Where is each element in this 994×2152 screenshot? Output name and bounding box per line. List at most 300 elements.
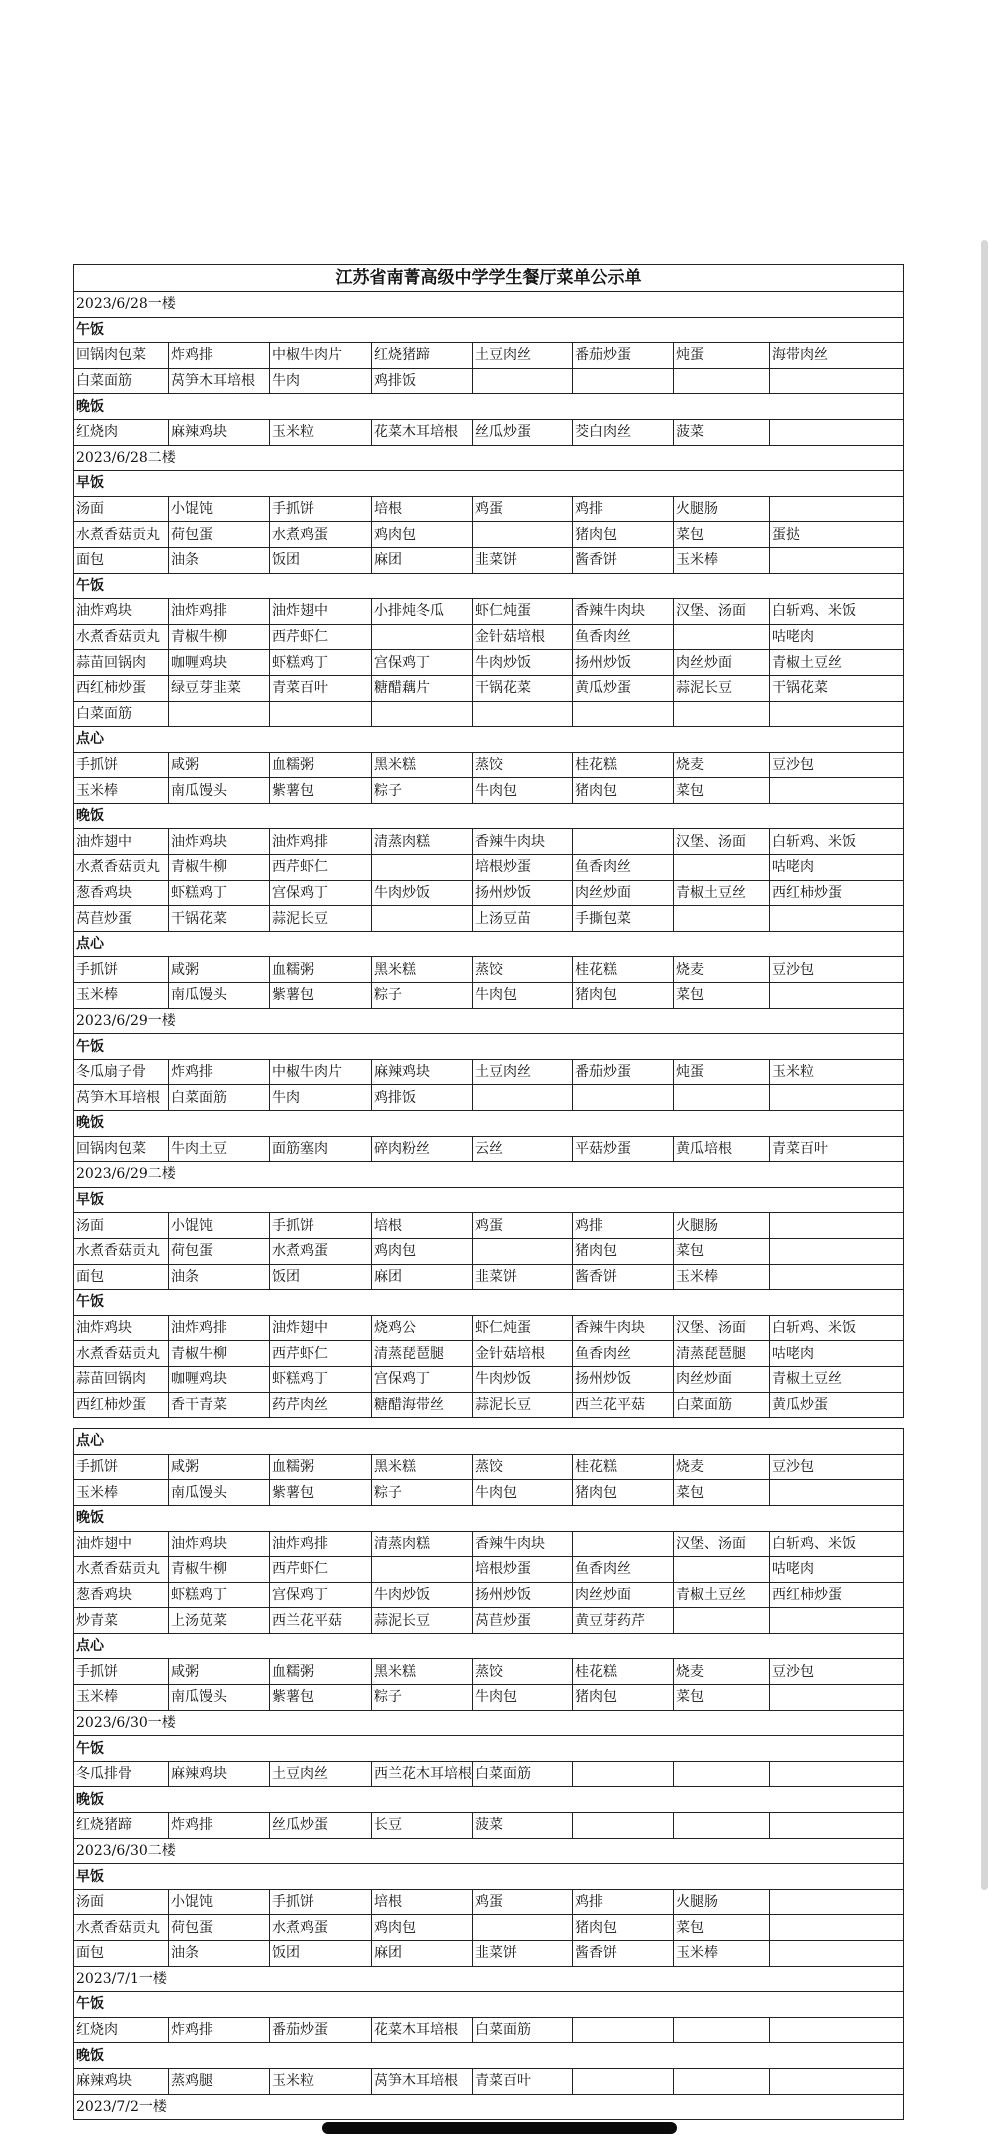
dish-cell: 水煮香菇贡丸 — [74, 522, 169, 548]
dish-cell: 炸鸡排 — [169, 343, 270, 369]
date-location-header: 2023/6/29二楼 — [74, 1162, 904, 1188]
dish-cell: 豆沙包 — [770, 1659, 904, 1685]
dish-cell: 培根 — [372, 1889, 473, 1915]
dish-cell: 金针菇培根 — [473, 624, 573, 650]
dish-cell — [770, 1761, 904, 1787]
menu-row — [74, 496, 904, 522]
dish-cell: 牛肉土豆 — [169, 1136, 270, 1162]
dish-cell: 香辣牛肉块 — [473, 1531, 573, 1557]
dish-cell: 鸡排 — [573, 1213, 674, 1239]
dish-cell: 手抓饼 — [74, 1659, 169, 1685]
menu-row — [74, 1557, 904, 1583]
dish-cell: 炖蛋 — [674, 1059, 770, 1085]
dish-cell: 菜包 — [674, 1480, 770, 1506]
dish-cell: 油炸鸡排 — [169, 599, 270, 625]
dish-cell: 油条 — [169, 547, 270, 573]
dish-cell — [770, 906, 904, 932]
dish-cell — [674, 368, 770, 394]
dish-cell: 番茄炒蛋 — [573, 343, 674, 369]
dish-cell: 清蒸琵琶腿 — [674, 1341, 770, 1367]
dish-cell: 炸鸡排 — [169, 2017, 270, 2043]
dish-cell: 青椒牛柳 — [169, 624, 270, 650]
dish-cell: 青椒牛柳 — [169, 1341, 270, 1367]
menu-row — [74, 1341, 904, 1367]
dish-cell: 南瓜馒头 — [169, 1685, 270, 1711]
dish-cell: 汤面 — [74, 1889, 169, 1915]
dish-cell: 粽子 — [372, 1480, 473, 1506]
dish-cell: 鸡蛋 — [473, 496, 573, 522]
menu-row — [74, 1454, 904, 1480]
dish-cell: 蒸饺 — [473, 1659, 573, 1685]
dish-cell: 豆沙包 — [770, 752, 904, 778]
dish-cell: 青椒牛柳 — [169, 855, 270, 881]
dish-cell: 油条 — [169, 1941, 270, 1967]
dish-cell: 火腿肠 — [674, 496, 770, 522]
dish-cell: 蒜泥长豆 — [270, 906, 372, 932]
dish-cell: 水煮香菇贡丸 — [74, 855, 169, 881]
meal-type-header: 点心 — [74, 727, 904, 753]
dish-cell: 菜包 — [674, 1685, 770, 1711]
dish-cell: 扬州炒饭 — [573, 1366, 674, 1392]
dish-cell — [770, 368, 904, 394]
dish-cell: 牛肉炒饭 — [372, 880, 473, 906]
dish-cell: 麻团 — [372, 547, 473, 573]
menu-row — [74, 1392, 904, 1418]
menu-row — [74, 829, 904, 855]
dish-cell: 虾仁炖蛋 — [473, 599, 573, 625]
dish-cell: 西芹虾仁 — [270, 1341, 372, 1367]
dish-cell: 宫保鸡丁 — [372, 650, 473, 676]
dish-cell — [573, 701, 674, 727]
dish-cell: 紫薯包 — [270, 1480, 372, 1506]
dish-cell — [770, 1238, 904, 1264]
dish-cell: 桂花糕 — [573, 957, 674, 983]
dish-cell: 香辣牛肉块 — [473, 829, 573, 855]
dish-cell: 蒜泥长豆 — [674, 675, 770, 701]
dish-cell — [573, 1085, 674, 1111]
meal-row — [74, 1864, 904, 1890]
dish-cell: 干锅花菜 — [169, 906, 270, 932]
dish-cell: 黑米糕 — [372, 1454, 473, 1480]
dish-cell: 蒜苗回锅肉 — [74, 650, 169, 676]
dish-cell: 豆沙包 — [770, 957, 904, 983]
menu-row — [74, 1531, 904, 1557]
dish-cell: 长豆 — [372, 1813, 473, 1839]
dish-cell: 手撕包菜 — [573, 906, 674, 932]
dish-cell: 白斩鸡、米饭 — [770, 599, 904, 625]
dish-cell: 油炸鸡块 — [169, 1531, 270, 1557]
dish-cell: 炸鸡排 — [169, 1059, 270, 1085]
dish-cell: 饭团 — [270, 1264, 372, 1290]
dish-cell: 鸡排饭 — [372, 1085, 473, 1111]
dish-cell: 玉米棒 — [674, 1264, 770, 1290]
date-row — [74, 1838, 904, 1864]
dish-cell: 咸粥 — [169, 752, 270, 778]
meal-row — [74, 471, 904, 497]
meal-row — [74, 803, 904, 829]
dish-cell: 烧鸡公 — [372, 1315, 473, 1341]
dish-cell: 玉米棒 — [74, 778, 169, 804]
dish-cell: 血糯粥 — [270, 957, 372, 983]
dish-cell: 豆沙包 — [770, 1454, 904, 1480]
dish-cell: 手抓饼 — [270, 1213, 372, 1239]
meal-row — [74, 573, 904, 599]
meal-row — [74, 2043, 904, 2069]
dish-cell: 糖醋海带丝 — [372, 1392, 473, 1418]
dish-cell: 青椒土豆丝 — [674, 1582, 770, 1608]
menu-row — [74, 701, 904, 727]
dish-cell: 牛肉包 — [473, 983, 573, 1009]
meal-row — [74, 1505, 904, 1531]
date-location-header: 2023/6/30二楼 — [74, 1838, 904, 1864]
meal-row — [74, 727, 904, 753]
dish-cell: 碎肉粉丝 — [372, 1136, 473, 1162]
dish-cell: 蒜泥长豆 — [372, 1608, 473, 1634]
dish-cell: 菜包 — [674, 522, 770, 548]
dish-cell: 油炸翅中 — [270, 599, 372, 625]
dish-cell: 鱼香肉丝 — [573, 1557, 674, 1583]
meal-row — [74, 394, 904, 420]
dish-cell: 牛肉包 — [473, 1685, 573, 1711]
dish-cell: 白菜面筋 — [74, 701, 169, 727]
meal-row — [74, 1034, 904, 1060]
dish-cell: 手抓饼 — [74, 752, 169, 778]
dish-cell: 咸粥 — [169, 957, 270, 983]
dish-cell — [770, 1213, 904, 1239]
menu-row — [74, 1264, 904, 1290]
dish-cell: 虾糕鸡丁 — [169, 880, 270, 906]
dish-cell: 清蒸肉糕 — [372, 1531, 473, 1557]
dish-cell: 咖喱鸡块 — [169, 650, 270, 676]
dish-cell: 西芹虾仁 — [270, 1557, 372, 1583]
dish-cell: 蒜苗回锅肉 — [74, 1366, 169, 1392]
dish-cell — [674, 855, 770, 881]
meal-type-header: 早饭 — [74, 1187, 904, 1213]
dish-cell: 糖醋藕片 — [372, 675, 473, 701]
dish-cell: 培根炒蛋 — [473, 1557, 573, 1583]
dish-cell: 玉米粒 — [770, 1059, 904, 1085]
menu-row — [74, 1915, 904, 1941]
dish-cell: 红烧猪蹄 — [372, 343, 473, 369]
meal-type-header: 午饭 — [74, 317, 904, 343]
dish-cell: 青椒牛柳 — [169, 1557, 270, 1583]
dish-cell: 烧麦 — [674, 957, 770, 983]
dish-cell: 汉堡、汤面 — [674, 599, 770, 625]
dish-cell: 紫薯包 — [270, 1685, 372, 1711]
dish-cell: 牛肉炒饭 — [473, 1366, 573, 1392]
dish-cell — [770, 701, 904, 727]
meal-row — [74, 1633, 904, 1659]
dish-cell: 粽子 — [372, 983, 473, 1009]
menu-table — [73, 264, 904, 2120]
dish-cell: 手抓饼 — [74, 1454, 169, 1480]
dish-cell: 宫保鸡丁 — [270, 1582, 372, 1608]
dish-cell — [770, 1480, 904, 1506]
dish-cell — [770, 983, 904, 1009]
dish-cell: 麻辣鸡块 — [74, 2068, 169, 2094]
dish-cell: 土豆肉丝 — [473, 1059, 573, 1085]
dish-cell: 扬州炒饭 — [473, 1582, 573, 1608]
dish-cell: 花菜木耳培根 — [372, 2017, 473, 2043]
dish-cell — [372, 701, 473, 727]
dish-cell: 咖喱鸡块 — [169, 1366, 270, 1392]
dish-cell: 香干青菜 — [169, 1392, 270, 1418]
dish-cell — [674, 2068, 770, 2094]
dish-cell: 手抓饼 — [74, 957, 169, 983]
menu-row — [74, 1213, 904, 1239]
dish-cell: 汉堡、汤面 — [674, 1315, 770, 1341]
dish-cell: 鸡蛋 — [473, 1889, 573, 1915]
dish-cell: 白菜面筋 — [74, 368, 169, 394]
dish-cell: 酱香饼 — [573, 1941, 674, 1967]
dish-cell: 莴苣炒蛋 — [473, 1608, 573, 1634]
dish-cell — [770, 778, 904, 804]
dish-cell: 玉米棒 — [674, 547, 770, 573]
dish-cell: 烧麦 — [674, 1454, 770, 1480]
dish-cell: 手抓饼 — [270, 1889, 372, 1915]
dish-cell: 油炸鸡排 — [270, 829, 372, 855]
dish-cell: 猪肉包 — [573, 1480, 674, 1506]
dish-cell — [674, 1085, 770, 1111]
menu-row — [74, 599, 904, 625]
dish-cell: 火腿肠 — [674, 1213, 770, 1239]
dish-cell: 干锅花菜 — [770, 675, 904, 701]
menu-row — [74, 1085, 904, 1111]
menu-row — [74, 906, 904, 932]
menu-row — [74, 650, 904, 676]
dish-cell: 桂花糕 — [573, 752, 674, 778]
date-location-header: 2023/6/30一楼 — [74, 1710, 904, 1736]
meal-type-header: 午饭 — [74, 1290, 904, 1316]
dish-cell: 中椒牛肉片 — [270, 343, 372, 369]
menu-row — [74, 1608, 904, 1634]
dish-cell: 丝瓜炒蛋 — [270, 1813, 372, 1839]
menu-row — [74, 1582, 904, 1608]
dish-cell: 菜包 — [674, 1238, 770, 1264]
dish-cell: 荷包蛋 — [169, 1238, 270, 1264]
dish-cell: 炸鸡排 — [169, 1813, 270, 1839]
dish-cell: 血糯粥 — [270, 752, 372, 778]
dish-cell: 鸡排 — [573, 496, 674, 522]
dish-cell — [770, 2068, 904, 2094]
dish-cell — [573, 829, 674, 855]
dish-cell: 冬瓜排骨 — [74, 1761, 169, 1787]
dish-cell: 回锅肉包菜 — [74, 343, 169, 369]
dish-cell: 玉米粒 — [270, 2068, 372, 2094]
menu-row — [74, 419, 904, 445]
dish-cell: 玉米棒 — [674, 1941, 770, 1967]
dish-cell: 小排炖冬瓜 — [372, 599, 473, 625]
meal-row — [74, 1992, 904, 2018]
dish-cell: 黄瓜炒蛋 — [770, 1392, 904, 1418]
dish-cell: 西兰花平菇 — [573, 1392, 674, 1418]
dish-cell: 南瓜馒头 — [169, 983, 270, 1009]
dish-cell — [573, 1813, 674, 1839]
dish-cell: 汉堡、汤面 — [674, 1531, 770, 1557]
dish-cell: 鱼香肉丝 — [573, 1341, 674, 1367]
dish-cell: 小馄饨 — [169, 496, 270, 522]
dish-cell: 菠菜 — [674, 419, 770, 445]
meal-type-header: 点心 — [74, 931, 904, 957]
dish-cell: 番茄炒蛋 — [270, 2017, 372, 2043]
dish-cell: 中椒牛肉片 — [270, 1059, 372, 1085]
dish-cell — [573, 2068, 674, 2094]
date-location-header: 2023/7/1一楼 — [74, 1966, 904, 1992]
dish-cell: 玉米棒 — [74, 1685, 169, 1711]
menu-row — [74, 522, 904, 548]
dish-cell: 韭菜饼 — [473, 1941, 573, 1967]
dish-cell: 血糯粥 — [270, 1454, 372, 1480]
menu-title: 江苏省南菁高级中学学生餐厅菜单公示单 — [74, 265, 904, 292]
dish-cell: 猪肉包 — [573, 1238, 674, 1264]
meal-row — [74, 1111, 904, 1137]
dish-cell: 黄豆芽药芹 — [573, 1608, 674, 1634]
dish-cell: 韭菜饼 — [473, 547, 573, 573]
menu-row — [74, 2017, 904, 2043]
dish-cell: 虾糕鸡丁 — [169, 1582, 270, 1608]
dish-cell — [473, 368, 573, 394]
meal-type-header: 早饭 — [74, 1864, 904, 1890]
dish-cell: 水煮香菇贡丸 — [74, 1238, 169, 1264]
dish-cell: 青椒土豆丝 — [770, 1366, 904, 1392]
menu-row — [74, 778, 904, 804]
dish-cell: 青菜百叶 — [473, 2068, 573, 2094]
dish-cell: 油炸鸡块 — [169, 829, 270, 855]
dish-cell: 土豆肉丝 — [270, 1761, 372, 1787]
meal-row — [74, 1787, 904, 1813]
home-indicator — [322, 2122, 677, 2134]
menu-row — [74, 1659, 904, 1685]
dish-cell: 猪肉包 — [573, 522, 674, 548]
dish-cell: 荷包蛋 — [169, 522, 270, 548]
dish-cell: 牛肉包 — [473, 1480, 573, 1506]
dish-cell: 青椒土豆丝 — [674, 880, 770, 906]
dish-cell: 上汤苋菜 — [169, 1608, 270, 1634]
dish-cell: 面包 — [74, 1941, 169, 1967]
date-row — [74, 1162, 904, 1188]
dish-cell — [473, 1085, 573, 1111]
dish-cell: 白斩鸡、米饭 — [770, 829, 904, 855]
dish-cell: 西兰花木耳培根 — [372, 1761, 473, 1787]
meal-type-header: 午饭 — [74, 1034, 904, 1060]
dish-cell: 炒青菜 — [74, 1608, 169, 1634]
dish-cell: 南瓜馒头 — [169, 778, 270, 804]
dish-cell — [770, 1685, 904, 1711]
dish-cell — [473, 522, 573, 548]
dish-cell — [674, 1813, 770, 1839]
dish-cell: 香辣牛肉块 — [573, 1315, 674, 1341]
dish-cell: 水煮鸡蛋 — [270, 522, 372, 548]
dish-cell: 菠菜 — [473, 1813, 573, 1839]
dish-cell: 肉丝炒面 — [573, 1582, 674, 1608]
dish-cell: 紫薯包 — [270, 983, 372, 1009]
dish-cell: 干锅花菜 — [473, 675, 573, 701]
meal-type-header: 点心 — [74, 1429, 904, 1455]
dish-cell: 绿豆芽韭菜 — [169, 675, 270, 701]
dish-cell — [770, 547, 904, 573]
dish-cell — [573, 1761, 674, 1787]
dish-cell: 油炸鸡块 — [74, 599, 169, 625]
menu-row — [74, 1136, 904, 1162]
dish-cell: 白菜面筋 — [473, 2017, 573, 2043]
dish-cell: 蒸鸡腿 — [169, 2068, 270, 2094]
meal-row — [74, 317, 904, 343]
dish-cell: 面筋塞肉 — [270, 1136, 372, 1162]
dish-cell: 白菜面筋 — [169, 1085, 270, 1111]
dish-cell: 红烧肉 — [74, 419, 169, 445]
date-row — [74, 1710, 904, 1736]
dish-cell: 油炸鸡块 — [74, 1315, 169, 1341]
dish-cell: 香辣牛肉块 — [573, 599, 674, 625]
dish-cell: 鸡肉包 — [372, 1238, 473, 1264]
dish-cell: 鱼香肉丝 — [573, 624, 674, 650]
dish-cell: 蒸饺 — [473, 1454, 573, 1480]
menu-row — [74, 675, 904, 701]
dish-cell: 云丝 — [473, 1136, 573, 1162]
dish-cell: 麻辣鸡块 — [169, 419, 270, 445]
dish-cell: 汉堡、汤面 — [674, 829, 770, 855]
dish-cell — [573, 2017, 674, 2043]
dish-cell: 酱香饼 — [573, 1264, 674, 1290]
dish-cell: 咕咾肉 — [770, 624, 904, 650]
dish-cell: 菜包 — [674, 1915, 770, 1941]
menu-row — [74, 1813, 904, 1839]
menu-row — [74, 1315, 904, 1341]
meal-type-header: 晚饭 — [74, 803, 904, 829]
dish-cell — [770, 2017, 904, 2043]
dish-cell: 桂花糕 — [573, 1454, 674, 1480]
dish-cell: 回锅肉包菜 — [74, 1136, 169, 1162]
dish-cell: 蛋挞 — [770, 522, 904, 548]
dish-cell: 牛肉 — [270, 368, 372, 394]
dish-cell: 蒸饺 — [473, 752, 573, 778]
dish-cell: 莴笋木耳培根 — [169, 368, 270, 394]
menu-row — [74, 624, 904, 650]
dish-cell: 麻辣鸡块 — [169, 1761, 270, 1787]
dish-cell: 玉米棒 — [74, 983, 169, 1009]
meal-type-header: 点心 — [74, 1633, 904, 1659]
dish-cell — [770, 1915, 904, 1941]
dish-cell: 黄瓜炒蛋 — [573, 675, 674, 701]
dish-cell — [674, 906, 770, 932]
dish-cell: 牛肉炒饭 — [372, 1582, 473, 1608]
dish-cell: 油炸鸡排 — [169, 1315, 270, 1341]
dish-cell: 荷包蛋 — [169, 1915, 270, 1941]
scrollbar[interactable] — [981, 240, 988, 1890]
dish-cell: 饭团 — [270, 547, 372, 573]
dish-cell: 水煮香菇贡丸 — [74, 1341, 169, 1367]
dish-cell: 培根 — [372, 1213, 473, 1239]
dish-cell: 宫保鸡丁 — [270, 880, 372, 906]
dish-cell: 青菜百叶 — [270, 675, 372, 701]
meal-type-header: 晚饭 — [74, 394, 904, 420]
dish-cell — [473, 1915, 573, 1941]
dish-cell: 汤面 — [74, 496, 169, 522]
meal-type-header: 晚饭 — [74, 1505, 904, 1531]
dish-cell: 西芹虾仁 — [270, 855, 372, 881]
dish-cell: 西兰花平菇 — [270, 1608, 372, 1634]
dish-cell: 葱香鸡块 — [74, 880, 169, 906]
meal-row — [74, 1736, 904, 1762]
dish-cell: 麻辣鸡块 — [372, 1059, 473, 1085]
dish-cell: 番茄炒蛋 — [573, 1059, 674, 1085]
dish-cell: 菜包 — [674, 778, 770, 804]
meal-type-header: 午饭 — [74, 1992, 904, 2018]
dish-cell: 培根炒蛋 — [473, 855, 573, 881]
dish-cell — [270, 701, 372, 727]
menu-row — [74, 1761, 904, 1787]
dish-cell — [674, 1608, 770, 1634]
